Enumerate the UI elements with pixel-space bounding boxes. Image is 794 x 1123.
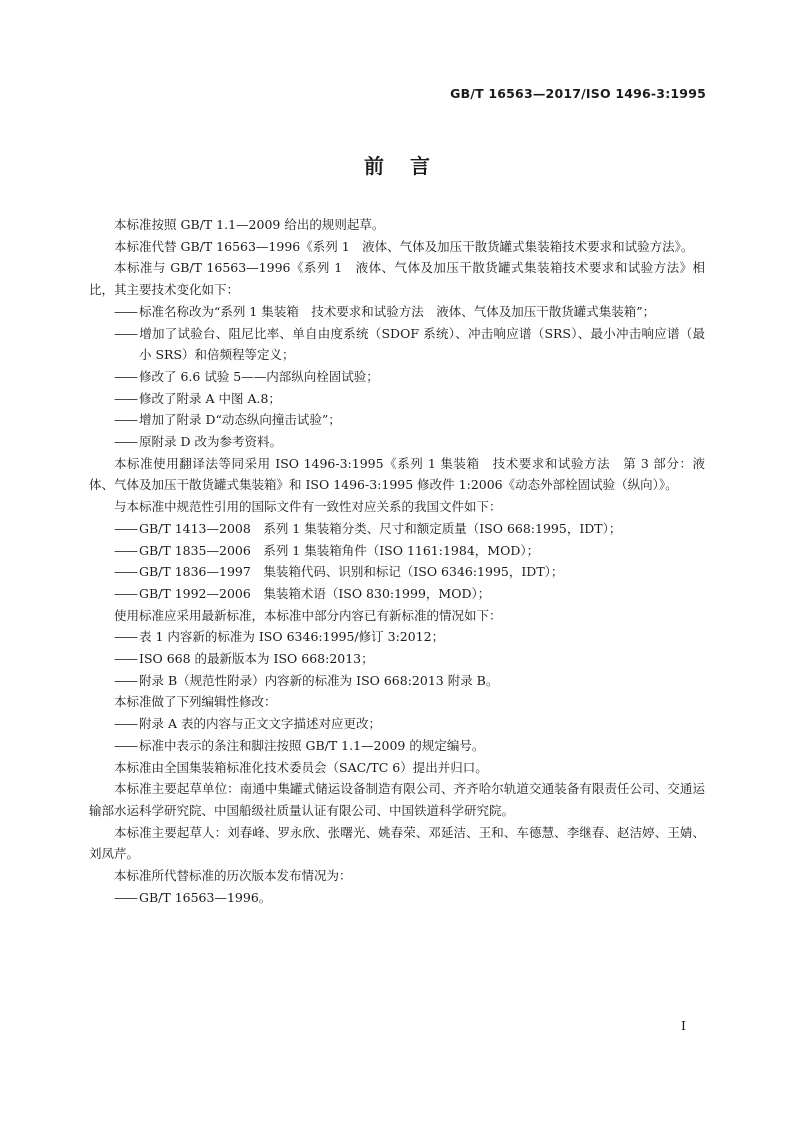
dash-marker: —— (114, 303, 137, 319)
paragraph-text: 修改了 6.6 试验 5——内部纵向栓固试验； (139, 368, 379, 384)
dash-list-item (89, 323, 705, 366)
dash-list-item (89, 366, 705, 388)
dash-marker: —— (114, 651, 137, 667)
paragraph-text: 标准中表示的条注和脚注按照 GB/T 1.1—2009 的规定编号。 (139, 737, 485, 753)
dash-list-item (89, 540, 705, 562)
dash-marker: —— (114, 889, 137, 905)
paragraph-text: 本标准使用翻译法等同采用 ISO 1496-3:1995《系列 1 集装箱 技术要求和试验方法 第 3 部分：液体、气体及加压干散货罐式集装箱》和 ISO 1496-3:1995 修改件 1:2006《动态外部栓固试验（纵向）》。 (89, 455, 705, 493)
paragraph (89, 778, 705, 821)
paragraph (89, 822, 705, 865)
dash-marker: —— (114, 542, 137, 558)
dash-list-item (89, 887, 705, 909)
paragraph (89, 214, 705, 236)
dash-marker: —— (114, 434, 137, 450)
paragraph-text: 附录 B（规范性附录）内容新的标准为 ISO 668:2013 附录 B。 (139, 672, 499, 688)
paragraph (89, 453, 705, 496)
dash-marker: —— (114, 390, 137, 406)
page-title: 前言 (364, 154, 456, 178)
dash-list-item (89, 518, 705, 540)
paragraph (89, 496, 705, 518)
dash-list-item (89, 735, 705, 757)
paragraph-text: GB/T 1413—2008 系列 1 集装箱分类、尺寸和额定质量（ISO 668:1995，IDT）； (139, 520, 622, 536)
dash-list-item (89, 301, 705, 323)
paragraph-text: GB/T 1992—2006 集装箱术语（ISO 830:1999，MOD）； (139, 585, 491, 601)
paragraph (89, 691, 705, 713)
dash-list-item (89, 583, 705, 605)
paragraph-text: GB/T 16563—1996。 (139, 889, 272, 905)
paragraph (89, 757, 705, 779)
paragraph-text: 表 1 内容新的标准为 ISO 6346:1995/修订 3:2012； (139, 629, 445, 645)
dash-marker: —— (114, 585, 137, 601)
paragraph-text: 附录 A 表的内容与正文文字描述对应更改； (139, 716, 381, 732)
paragraph (89, 865, 705, 887)
dash-list-item (89, 409, 705, 431)
dash-list-item (89, 626, 705, 648)
paragraph-text: GB/T 1835—2006 系列 1 集装箱角件（ISO 1161:1984，MOD）； (139, 542, 540, 558)
paragraph-text: 原附录 D 改为参考资料。 (139, 434, 282, 450)
paragraph-text: 本标准由全国集装箱标准化技术委员会（SAC/TC 6）提出并归口。 (114, 759, 488, 775)
dash-list-item (89, 670, 705, 692)
paragraph-text: 本标准与 GB/T 16563—1996《系列 1 液体、气体及加压干散货罐式集装箱技术要求和试验方法》相比，其主要技术变化如下： (89, 260, 705, 298)
page-number: I (681, 1018, 686, 1033)
dash-marker: —— (114, 564, 137, 580)
dash-list-item (89, 431, 705, 453)
paragraph-text: ISO 668 的最新版本为 ISO 668:2013； (139, 651, 374, 667)
paragraph-text: GB/T 1836—1997 集装箱代码、识别和标记（ISO 6346:1995，IDT）； (139, 564, 564, 580)
paragraph-text: 与本标准中规范性引用的国际文件有一致性对应关系的我国文件如下： (114, 499, 502, 515)
standard-code: GB/T 16563—2017/ISO 1496-3:1995 (450, 86, 706, 101)
dash-marker: —— (114, 629, 137, 645)
paragraph-text: 增加了附录 D“动态纵向撞击试验”； (139, 412, 341, 428)
dash-marker: —— (114, 368, 137, 384)
paragraph-text: 本标准所代替标准的历次版本发布情况为： (114, 868, 352, 884)
dash-marker: —— (114, 520, 137, 536)
paragraph (89, 257, 705, 300)
paragraph-text: 本标准代替 GB/T 16563—1996《系列 1 液体、气体及加压干散货罐式集装箱技术要求和试验方法》。 (114, 238, 694, 254)
dash-marker: —— (114, 325, 137, 341)
foreword-body (89, 214, 705, 909)
paragraph (89, 605, 705, 627)
dash-marker: —— (114, 412, 137, 428)
paragraph-text: 本标准按照 GB/T 1.1—2009 给出的规则起草。 (114, 217, 385, 232)
paragraph-text: 使用标准应采用最新标准，本标准中部分内容已有新标准的情况如下： (114, 607, 502, 623)
dash-list-item (89, 388, 705, 410)
paragraph-text: 增加了试验台、阻尼比率、单自由度系统（SDOF 系统）、冲击响应谱（SRS）、最小冲击响应谱（最小 SRS）和倍频程等定义； (139, 325, 705, 363)
dash-list-item (89, 713, 705, 735)
paragraph-text: 本标准主要起草人：刘春峰、罗永欣、张曙光、姚春荣、邓延洁、王和、车德慧、李继春、赵洁婷、王婧、刘凤芹。 (89, 824, 705, 862)
paragraph (89, 236, 705, 258)
dash-marker: —— (114, 737, 137, 753)
paragraph-text: 修改了附录 A 中图 A.8； (139, 390, 281, 406)
paragraph-text: 本标准主要起草单位：南通中集罐式储运设备制造有限公司、齐齐哈尔轨道交通装备有限责任公司、交通运输部水运科学研究院、中国船级社质量认证有限公司、中国铁道科学研究院。 (89, 781, 705, 818)
dash-marker: —— (114, 716, 137, 732)
dash-marker: —— (114, 672, 137, 688)
dash-list-item (89, 648, 705, 670)
dash-list-item (89, 561, 705, 583)
paragraph-text: 本标准做了下列编辑性修改： (114, 694, 277, 710)
paragraph-text: 标准名称改为“系列 1 集装箱 技术要求和试验方法 液体、气体及加压干散货罐式集装箱”； (139, 303, 656, 319)
